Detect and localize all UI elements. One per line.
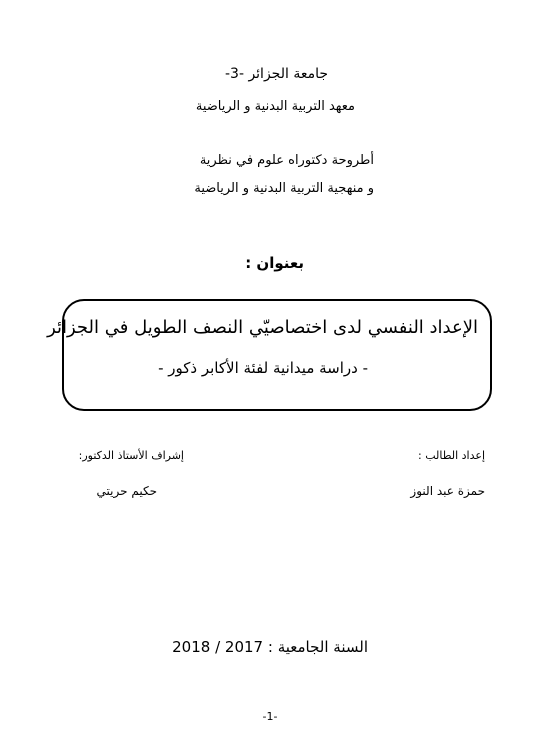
thesis-type-line-1: أطروحة دكتوراه علوم في نظرية: [199, 153, 374, 168]
page-number: -1-: [262, 710, 278, 723]
university-name: جامعة الجزائر -3-: [224, 66, 328, 82]
title-heading: بعنوان :: [245, 254, 304, 272]
institute-name: معهد التربية البدنية و الرياضية: [195, 99, 355, 114]
supervisor-label: إشراف الأستاذ الدكتور:: [78, 449, 184, 462]
thesis-type-line-2: و منهجية التربية البدنية و الرياضية: [194, 181, 374, 196]
student-name: حمزة عبد النوز: [410, 484, 485, 498]
academic-year: السنة الجامعية : 2017 / 2018: [172, 638, 368, 656]
supervisor-name: حكيم حريتي: [96, 484, 157, 498]
student-label: إعداد الطالب :: [418, 449, 485, 462]
thesis-subtitle: - دراسة ميدانية لفئة الأكابر ذكور -: [158, 359, 368, 377]
thesis-title: الإعداد النفسي لدى اختصاصيّي النصف الطويل في الجزائر: [47, 317, 478, 338]
thesis-title-box: [47, 299, 492, 411]
